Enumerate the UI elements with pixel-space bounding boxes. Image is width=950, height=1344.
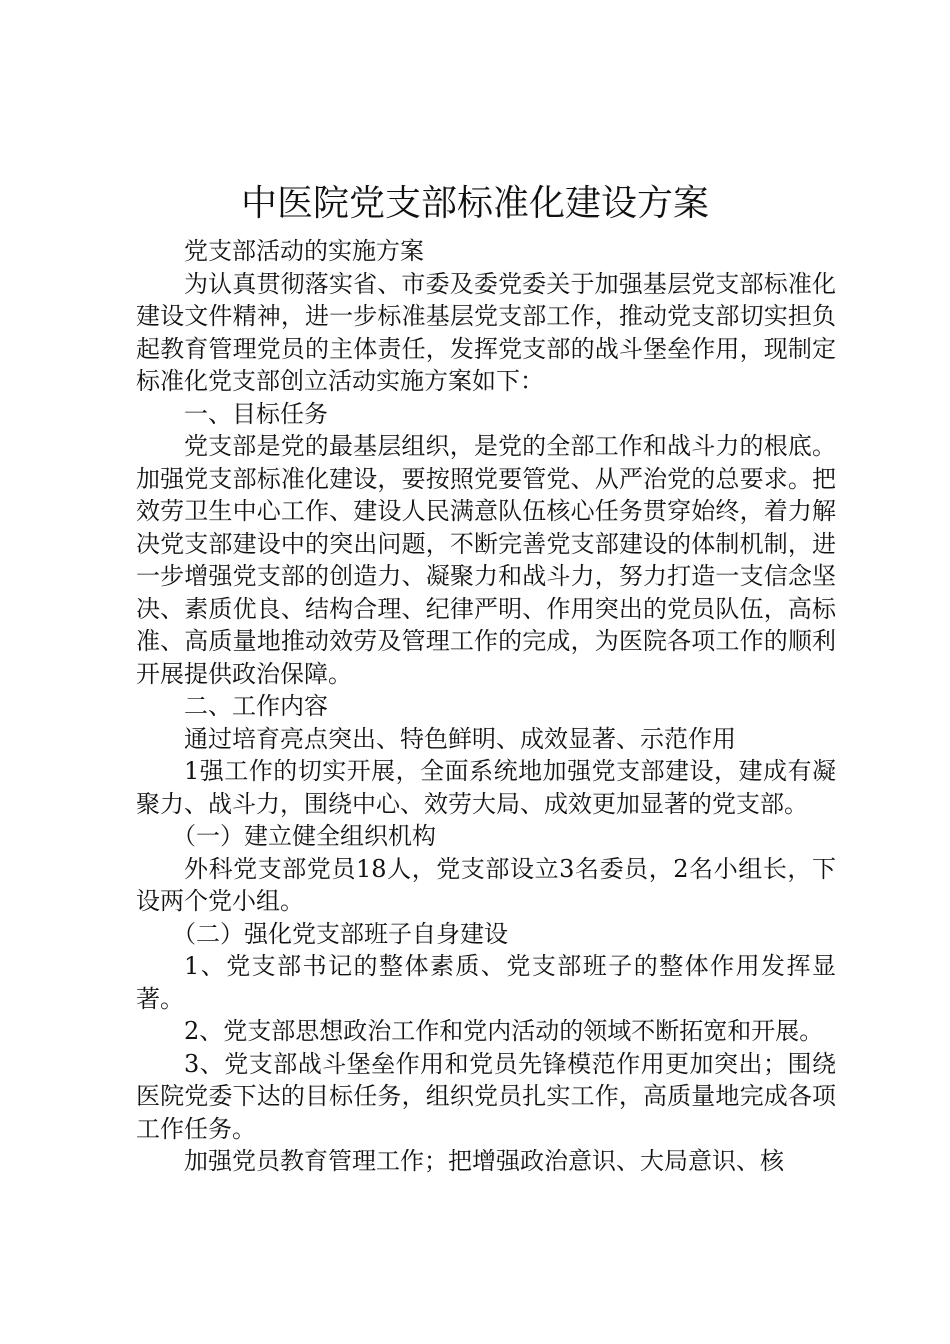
paragraph-organization: 外科党支部党员18人，党支部设立3名委员，2名小组长，下设两个党小组。 (136, 854, 836, 915)
paragraph-education: 加强党员教育管理工作；把增强政治意识、大局意识、核 (184, 1147, 784, 1175)
list-item-2: 2、党支部思想政治工作和党内活动的领域不断拓宽和开展。 (184, 1017, 824, 1045)
section-heading-goals: 一、目标任务 (184, 399, 328, 428)
document-body (136, 235, 836, 1178)
list-item-1: 1、党支部书记的整体素质、党支部班子的整体作用发挥显著。 (136, 952, 836, 1013)
list-item-3: 3、党支部战斗堡垒作用和党员先锋模范作用更加突出；围绕医院党委下达的目标任务，组织党员扎实工作，高质量地完成各项工作任务。 (136, 1049, 836, 1143)
paragraph-work-1: 通过培育亮点突出、特色鲜明、成效显著、示范作用 (184, 724, 736, 753)
paragraph-intro: 为认真贯彻落实省、市委及委党委关于加强基层党支部标准化建设文件精神，进一步标准基层党支部工作，推动党支部切实担负起教育管理党员的主体责任，发挥党支部的战斗堡垒作用，现制定标准化党支部创立活动实施方案如下： (136, 269, 836, 395)
paragraph-goals: 党支部是党的最基层组织，是党的全部工作和战斗力的根底。加强党支部标准化建设，要按照党要管党、从严治党的总要求。把效劳卫生中心工作、建设人民满意队伍核心任务贯穿始终，着力解决党支部建设中的突出问题，不断完善党支部建设的体制机制，进一步增强党支部的创造力、凝聚力和战斗力，努力打造一支信念坚决、素质优良、结构合理、纪律严明、作用突出的党员队伍，高标准、高质量地推动效劳及管理工作的完成，为医院各项工作的顺利开展提供政治保障。 (136, 432, 836, 688)
subheading-organization: （一）建立健全组织机构 (172, 822, 436, 850)
paragraph-subtitle: 党支部活动的实施方案 (184, 237, 424, 265)
section-heading-work: 二、工作内容 (184, 692, 328, 720)
paragraph-work-2: 1强工作的切实开展，全面系统地加强党支部建设，建成有凝聚力、战斗力，围绕中心、效劳大局、成效更加显著的党支部。 (136, 757, 836, 818)
document-title: 中医院党支部标准化建设方案 (240, 183, 709, 224)
subheading-leadership: （二）强化党支部班子自身建设 (172, 919, 508, 948)
